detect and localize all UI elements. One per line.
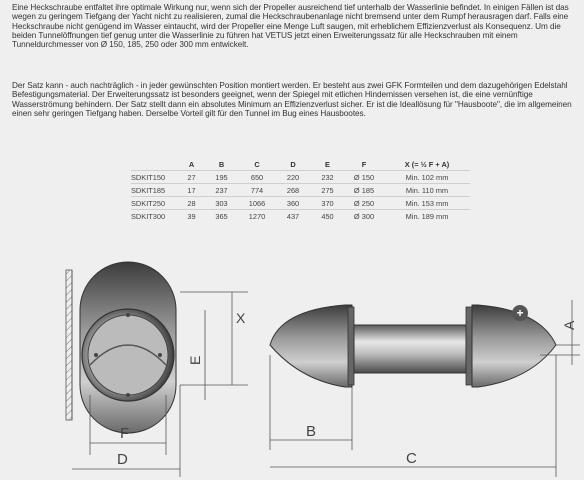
table-cell: 39 [179, 210, 204, 223]
plus-marker-label: + [516, 306, 524, 320]
end-view [66, 262, 248, 477]
table-row [131, 184, 470, 197]
table-header-cell [131, 158, 179, 171]
dim-label-d: D [117, 451, 128, 468]
table-cell: Min. 189 mm [384, 210, 470, 223]
table-header-cell: A [188, 159, 195, 169]
table-header-cell: C [254, 159, 260, 169]
table-cell: 774 [239, 184, 275, 197]
table-cell: 232 [311, 171, 344, 184]
table-cell: 370 [311, 197, 344, 210]
table-cell: 1066 [239, 197, 275, 210]
table-cell: 17 [179, 184, 204, 197]
table-cell: 365 [204, 210, 239, 223]
dim-label-e: E [187, 355, 203, 365]
table-cell: Min. 102 mm [384, 171, 470, 184]
table-cell: 275 [311, 184, 344, 197]
table-header-cell: D [290, 159, 296, 169]
table-cell: 1270 [239, 210, 275, 223]
table-header-cell: E [325, 159, 330, 169]
dim-label-b: B [306, 423, 317, 440]
dim-label-c: C [406, 450, 417, 467]
table-cell: Ø 150 [344, 171, 384, 184]
table-row [131, 171, 470, 184]
table-header-row [131, 158, 470, 171]
table-cell: 303 [204, 197, 239, 210]
table-cell: 360 [275, 197, 311, 210]
table-cell: 28 [179, 197, 204, 210]
dimension-table [131, 158, 470, 222]
table-row [131, 197, 470, 210]
intro-paragraph: Eine Heckschraube entfaltet ihre optimale Wirkung nur, wenn sich der Propeller ausreichend tief unterhalb der Wasserlinie befindet. In einigen Fällen ist das wegen zu geringem Tiefgang der Yacht nicht zu realisieren, zumal die Heckschraubenanlage nicht bremsend unter dem Rumpf herausragen darf. Falls eine Heckschraube nicht genügend im Wasser eintaucht, wird der Propeller eine Menge Luft saugen, mit erheblichem Effizienzverlust als Konsequenz. Um die beiden Tunnelöffnungen tief genug unter die Wasserlinie zu führen hat VETUS jetzt einen Erweiterungssatz für alle Heckschrauben mit einem Tunneldurchmesser von Ø 150, 185, 250 oder 300 mm entwickelt. [12, 3, 569, 50]
dim-label-x: X [236, 310, 246, 326]
table-header-cell: X (= ½ F + A) [404, 159, 450, 169]
table-header-cell: B [218, 159, 225, 169]
table-row [131, 210, 470, 223]
detail-paragraph: Der Satz kann - auch nachträglich - in jeder gewünschten Position montiert werden. Er besteht aus zwei GFK Formteilen und dem dazugehörigen Edelstahl Befestigungsmaterial. Der Erweiterungssatz ist besonders geeignet, wenn der Spiegel mit etlichen Hindernissen versehen ist, die eine vernünftige Wasserströmung behindern. Der Satz stellt dann ein absolutes Minimum an Effizienzverlust sicher. Er ist die Ideallösung für "Hausboote", die im allgemeinen einen sehr geringen Tiefgang haben. Derselbe Vorteil gilt für den Tunnel im Bug eines Hausbootes. [12, 81, 572, 118]
table-cell: Ø 185 [344, 184, 384, 197]
dim-label-f: F [120, 425, 130, 442]
table-cell: 27 [179, 171, 204, 184]
table-cell-model: SDKIT300 [131, 210, 179, 223]
transom-hatching [66, 270, 72, 420]
table-cell: 195 [204, 171, 239, 184]
tunnel-tube [354, 325, 466, 373]
side-view [270, 300, 580, 477]
table-cell: 437 [275, 210, 311, 223]
table-cell-model: SDKIT250 [131, 197, 179, 210]
table-cell: 450 [311, 210, 344, 223]
table-cell-model: SDKIT185 [131, 184, 179, 197]
left-hood [270, 305, 352, 387]
table-header-cell: F [361, 159, 367, 169]
table-cell: Ø 250 [344, 197, 384, 210]
table-cell: 650 [239, 171, 275, 184]
table-cell: Ø 300 [344, 210, 384, 223]
table-cell: 268 [275, 184, 311, 197]
table-cell: Min. 110 mm [384, 184, 470, 197]
dim-label-a: A [561, 320, 577, 330]
table-cell: 237 [204, 184, 239, 197]
table-cell: Min. 153 mm [384, 197, 470, 210]
technical-drawing [0, 255, 584, 480]
table-cell: 220 [275, 171, 311, 184]
table-cell-model: SDKIT150 [131, 171, 179, 184]
